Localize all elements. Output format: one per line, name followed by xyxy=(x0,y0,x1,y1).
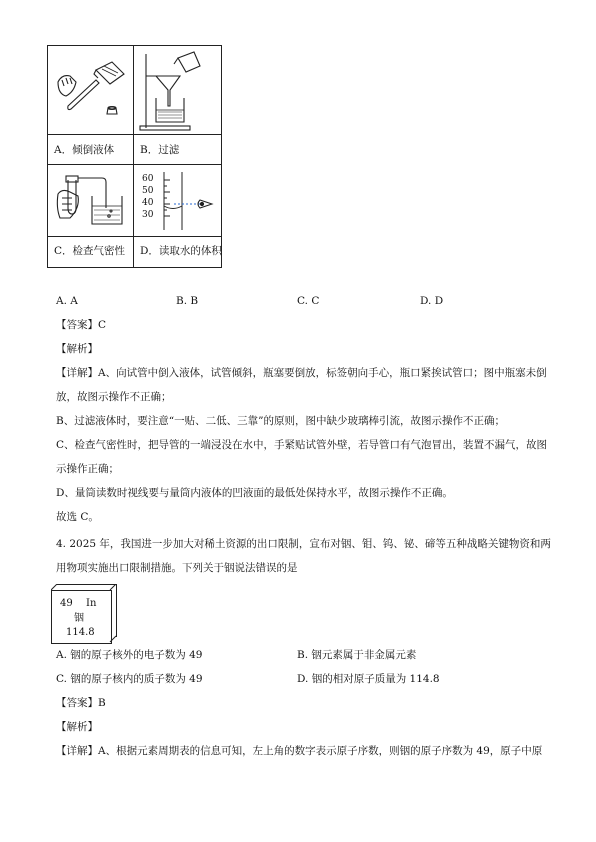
q4-detail-line-1: 【详解】A、根据元素周期表的信息可知，左上角的数字表示原子序数，则铟的原子序数为 49，原子中原 xyxy=(56,745,543,757)
scale-60: 60 xyxy=(142,174,154,184)
experiment-table xyxy=(47,45,222,268)
q4-option-d: D. 铟的相对原子质量为 114.8 xyxy=(297,673,440,685)
q3-option-c: C. C xyxy=(297,295,320,307)
element-name: 铟 xyxy=(74,613,84,624)
q3-detail-line-1: 【详解】A、向试管中倒入液体，试管倾斜，瓶塞要倒放，标签朝向手心，瓶口紧挨试管口；图中瓶塞未倒 xyxy=(56,367,547,379)
option-d-label: D．读取水的体积 xyxy=(140,245,222,257)
q3-detail-line-3: B、过滤液体时，要注意“一贴、二低、三靠”的原则，图中缺少玻璃棒引流，故图示操作不正确； xyxy=(56,415,505,427)
q3-option-b: B. B xyxy=(176,295,199,307)
q3-detail-line-7: 故选 C。 xyxy=(56,511,99,523)
q3-detail-line-5: 示操作正确； xyxy=(56,463,119,475)
scale-30: 30 xyxy=(142,210,154,220)
q4-stem-line-1: 4. 2025 年，我国进一步加大对稀土资源的出口限制，宣布对铟、钼、钨、铋、碲等五种战略关键物资和两 xyxy=(56,538,551,550)
q3-answer: 【答案】C xyxy=(56,319,107,331)
filtration-illustration xyxy=(138,50,218,132)
option-a-label: A．倾倒液体 xyxy=(54,144,115,156)
element-symbol: In xyxy=(86,598,97,609)
graduated-cylinder-illustration xyxy=(136,168,218,234)
q3-detail-line-6: D、量筒读数时视线要与量筒内液体的凹液面的最低处保持水平，故图示操作不正确。 xyxy=(56,487,453,499)
q3-detail-line-2: 放，故图示操作不正确； xyxy=(56,391,172,403)
q3-option-d: D. D xyxy=(420,295,444,307)
q4-option-b: B. 铟元素属于非金属元素 xyxy=(297,649,417,661)
element-mass: 114.8 xyxy=(66,627,95,638)
pouring-liquid-illustration xyxy=(52,52,130,130)
q4-answer: 【答案】B xyxy=(56,697,106,709)
option-c-label: C．检查气密性 xyxy=(54,245,126,257)
q3-analysis-title: 【解析】 xyxy=(56,343,98,355)
option-b-label: B．过滤 xyxy=(140,144,180,156)
q4-analysis-title: 【解析】 xyxy=(56,721,98,733)
q3-option-a: A. A xyxy=(56,295,78,307)
indium-element-card xyxy=(51,590,112,644)
airtightness-check-illustration xyxy=(52,168,132,234)
q4-stem-line-2: 用物项实施出口限制措施。下列关于铟说法错误的是 xyxy=(56,562,298,574)
q3-detail-line-4: C、检查气密性时，把导管的一端浸没在水中，手紧贴试管外壁，若导管口有气泡冒出，装置不漏气，故图 xyxy=(56,439,548,451)
element-number: 49 xyxy=(60,598,73,609)
q4-option-c: C. 铟的原子核内的质子数为 49 xyxy=(56,673,203,685)
scale-40: 40 xyxy=(142,198,154,208)
scale-50: 50 xyxy=(142,186,154,196)
q4-option-a: A. 铟的原子核外的电子数为 49 xyxy=(56,649,203,661)
